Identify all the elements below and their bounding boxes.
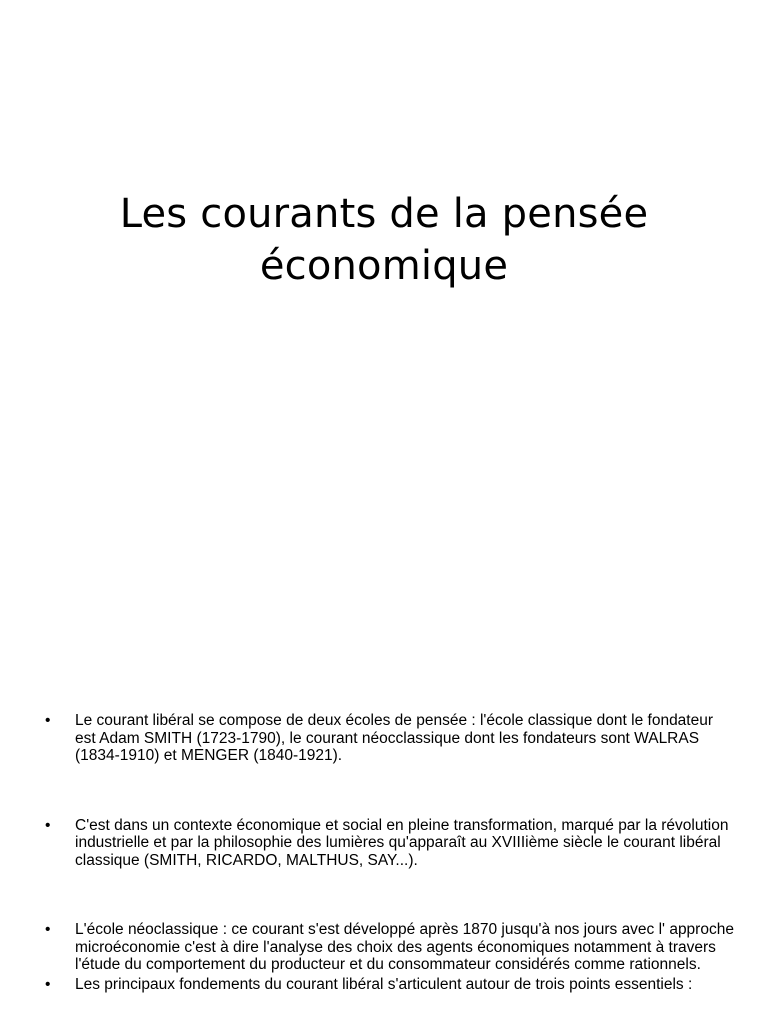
bullet-dot: • <box>45 712 51 729</box>
bullet-item-neoclassical-school <box>44 921 734 974</box>
bullet-list <box>44 712 734 993</box>
slide-title <box>0 188 768 292</box>
slide-title-line-1: Les courants de la pensée <box>119 191 649 237</box>
bullet-dot: • <box>45 816 51 834</box>
bullet-item-classical-context <box>44 817 734 870</box>
bullet-text: Les principaux fondements du courant libéral s'articulent autour de trois points essentiels : <box>75 975 693 993</box>
bullet-text: Le courant libéral se compose de deux écoles de pensée : l'école classique dont le fondateur est Adam SMITH (1723-1790), le courant néocclassique dont les fondateurs sont WALRAS (1834-1910) et MENGER (1840-1921). <box>75 712 714 764</box>
bullet-text: L'école néoclassique : ce courant s'est développé après 1870 jusqu'à nos jours avec l' approche microéconomie c'est à dire l'analyse des choix des agents économiques notamment à travers l'étude du comportement du producteur et du consommateur considérés comme rationnels. <box>75 921 734 973</box>
bullet-item-liberal-schools <box>44 712 734 765</box>
bullet-dot: • <box>45 921 51 938</box>
slide-title-line-2: économique <box>259 243 509 289</box>
bullet-dot: • <box>45 975 51 993</box>
bullet-item-liberal-foundations <box>44 976 734 994</box>
bullet-text: C'est dans un contexte économique et social en pleine transformation, marqué par la révolution industrielle et par la philosophie des lumières qu'apparaît au XVIIIième siècle le courant libéral classique (SMITH, RICARDO, MALTHUS, SAY...). <box>75 816 729 869</box>
